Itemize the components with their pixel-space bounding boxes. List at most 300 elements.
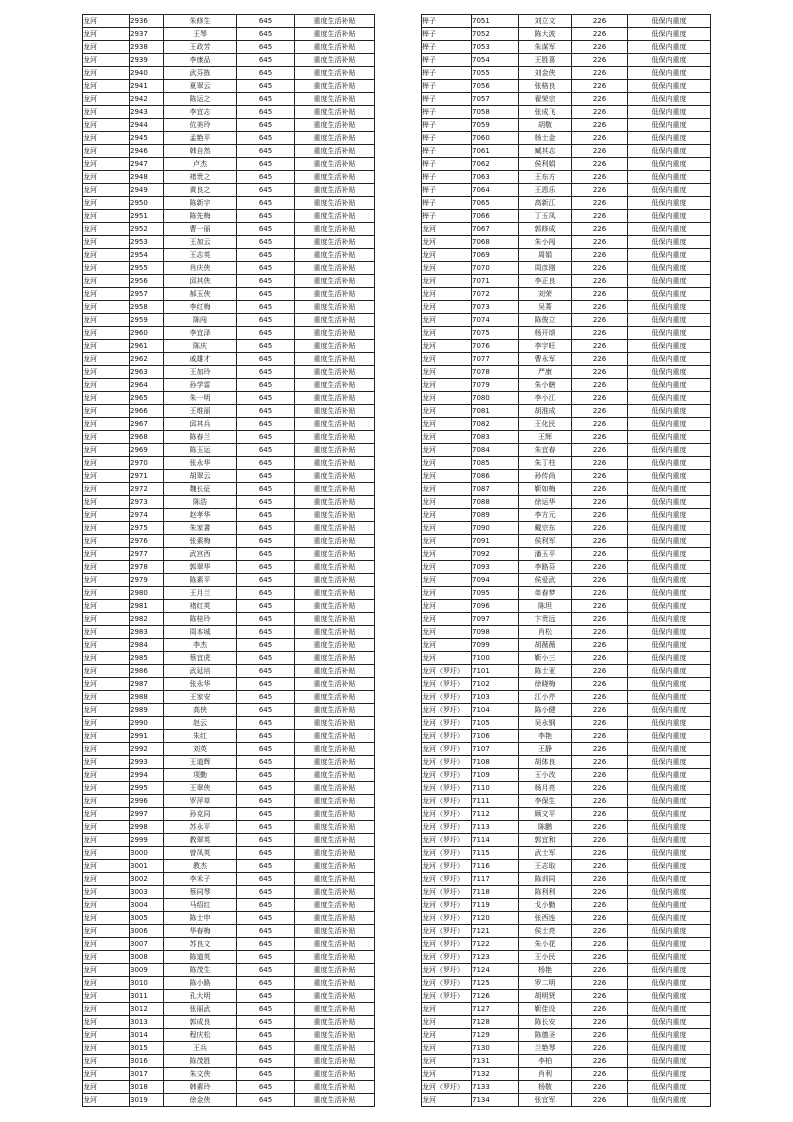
cell-region: 龙河 <box>422 418 472 431</box>
table-row <box>83 704 375 717</box>
table-row <box>83 1016 375 1029</box>
cell-amount: 645 <box>237 28 295 41</box>
cell-name: 郭修成 <box>519 223 572 236</box>
cell-id: 7080 <box>472 392 519 405</box>
table-row <box>422 912 711 925</box>
cell-name: 陈训同 <box>519 873 572 886</box>
cell-name: 徐金侠 <box>164 1094 237 1107</box>
cell-id: 7052 <box>472 28 519 41</box>
cell-region: 龙河 <box>83 938 130 951</box>
cell-id: 2973 <box>130 496 164 509</box>
cell-amount: 226 <box>572 405 628 418</box>
cell-category: 重度生活补贴 <box>295 899 375 912</box>
table-row <box>422 977 711 990</box>
cell-category: 低保内重度 <box>628 691 711 704</box>
cell-amount: 645 <box>237 743 295 756</box>
cell-region: 龙河（罗圩） <box>422 925 472 938</box>
cell-region: 龙河 <box>422 496 472 509</box>
cell-name: 王道辉 <box>164 756 237 769</box>
cell-region: 榉子 <box>422 171 472 184</box>
table-row <box>422 1081 711 1094</box>
table-row <box>83 717 375 730</box>
cell-amount: 645 <box>237 886 295 899</box>
cell-name: 张永华 <box>164 457 237 470</box>
cell-amount: 645 <box>237 509 295 522</box>
cell-amount: 226 <box>572 886 628 899</box>
table-row <box>83 886 375 899</box>
cell-name: 郭宜和 <box>519 834 572 847</box>
cell-category: 低保内重度 <box>628 483 711 496</box>
cell-name: 陈闯 <box>164 314 237 327</box>
cell-category: 低保内重度 <box>628 210 711 223</box>
cell-category: 低保内重度 <box>628 1029 711 1042</box>
cell-region: 龙河 <box>83 158 130 171</box>
table-row <box>83 977 375 990</box>
cell-name: 陈桂玲 <box>164 613 237 626</box>
table-row <box>422 756 711 769</box>
cell-region: 龙河 <box>422 548 472 561</box>
cell-category: 低保内重度 <box>628 444 711 457</box>
cell-name: 张格良 <box>519 80 572 93</box>
cell-category: 低保内重度 <box>628 67 711 80</box>
cell-category: 重度生活补贴 <box>295 1055 375 1068</box>
cell-amount: 226 <box>572 1081 628 1094</box>
cell-amount: 645 <box>237 145 295 158</box>
cell-name: 项勤 <box>164 769 237 782</box>
cell-category: 低保内重度 <box>628 470 711 483</box>
cell-name: 王胜喜 <box>519 54 572 67</box>
cell-name: 张宜军 <box>519 1094 572 1107</box>
cell-amount: 645 <box>237 639 295 652</box>
cell-category: 低保内重度 <box>628 119 711 132</box>
cell-region: 龙河 <box>83 41 130 54</box>
cell-name: 陈新宇 <box>164 197 237 210</box>
cell-name: 苏永平 <box>164 821 237 834</box>
cell-id: 2959 <box>130 314 164 327</box>
cell-category: 低保内重度 <box>628 1094 711 1107</box>
cell-name: 吴菁 <box>519 301 572 314</box>
table-row <box>422 418 711 431</box>
cell-amount: 645 <box>237 366 295 379</box>
cell-category: 低保内重度 <box>628 509 711 522</box>
cell-id: 2990 <box>130 717 164 730</box>
cell-name: 陈小健 <box>519 704 572 717</box>
cell-id: 3005 <box>130 912 164 925</box>
cell-region: 龙河 <box>83 54 130 67</box>
table-row <box>83 119 375 132</box>
cell-region: 龙河 <box>422 353 472 366</box>
table-row <box>83 756 375 769</box>
table-row <box>422 15 711 28</box>
cell-category: 低保内重度 <box>628 652 711 665</box>
cell-region: 龙河（罗圩） <box>422 678 472 691</box>
cell-amount: 645 <box>237 574 295 587</box>
cell-id: 7083 <box>472 431 519 444</box>
cell-amount: 226 <box>572 860 628 873</box>
cell-category: 低保内重度 <box>628 1016 711 1029</box>
table-row <box>83 925 375 938</box>
cell-region: 龙河 <box>83 834 130 847</box>
cell-id: 7057 <box>472 93 519 106</box>
cell-category: 重度生活补贴 <box>295 418 375 431</box>
cell-region: 龙河 <box>83 912 130 925</box>
cell-name: 李宜泽 <box>164 327 237 340</box>
cell-region: 龙河 <box>83 288 130 301</box>
cell-category: 低保内重度 <box>628 938 711 951</box>
cell-amount: 645 <box>237 730 295 743</box>
cell-name: 魏长征 <box>164 483 237 496</box>
cell-region: 龙河 <box>83 925 130 938</box>
cell-region: 龙河 <box>83 457 130 470</box>
cell-name: 武延培 <box>164 665 237 678</box>
table-row <box>422 873 711 886</box>
cell-region: 榉子 <box>422 54 472 67</box>
cell-name: 朱丁柱 <box>519 457 572 470</box>
table-row <box>83 418 375 431</box>
cell-category: 低保内重度 <box>628 353 711 366</box>
cell-id: 7088 <box>472 496 519 509</box>
cell-region: 龙河 <box>83 444 130 457</box>
cell-id: 2992 <box>130 743 164 756</box>
table-row <box>422 847 711 860</box>
table-row <box>422 288 711 301</box>
cell-category: 低保内重度 <box>628 1055 711 1068</box>
cell-category: 低保内重度 <box>628 158 711 171</box>
cell-amount: 226 <box>572 535 628 548</box>
cell-category: 重度生活补贴 <box>295 67 375 80</box>
table-row <box>422 639 711 652</box>
cell-region: 龙河 <box>422 613 472 626</box>
table-row <box>422 171 711 184</box>
cell-amount: 645 <box>237 613 295 626</box>
cell-region: 龙河 <box>83 639 130 652</box>
cell-category: 重度生活补贴 <box>295 119 375 132</box>
cell-id: 7053 <box>472 41 519 54</box>
cell-category: 重度生活补贴 <box>295 405 375 418</box>
table-row <box>422 886 711 899</box>
right-table-body <box>422 15 711 1107</box>
cell-id: 2962 <box>130 353 164 366</box>
cell-category: 重度生活补贴 <box>295 548 375 561</box>
cell-id: 7120 <box>472 912 519 925</box>
cell-region: 榉子 <box>422 119 472 132</box>
cell-id: 7126 <box>472 990 519 1003</box>
cell-category: 低保内重度 <box>628 392 711 405</box>
cell-id: 7095 <box>472 587 519 600</box>
cell-amount: 226 <box>572 522 628 535</box>
table-row <box>83 15 375 28</box>
cell-region: 龙河 <box>83 1016 130 1029</box>
cell-category: 低保内重度 <box>628 821 711 834</box>
cell-id: 2937 <box>130 28 164 41</box>
cell-name: 孔大明 <box>164 990 237 1003</box>
table-row <box>422 80 711 93</box>
table-row <box>83 912 375 925</box>
cell-category: 低保内重度 <box>628 405 711 418</box>
cell-id: 2951 <box>130 210 164 223</box>
cell-category: 低保内重度 <box>628 431 711 444</box>
cell-category: 低保内重度 <box>628 457 711 470</box>
cell-category: 低保内重度 <box>628 613 711 626</box>
cell-region: 龙河（罗圩） <box>422 769 472 782</box>
cell-id: 2987 <box>130 678 164 691</box>
cell-region: 龙河（罗圩） <box>422 912 472 925</box>
table-row <box>422 28 711 41</box>
cell-region: 龙河 <box>83 704 130 717</box>
cell-amount: 645 <box>237 847 295 860</box>
cell-id: 2948 <box>130 171 164 184</box>
cell-region: 龙河 <box>422 535 472 548</box>
table-row <box>83 626 375 639</box>
cell-category: 重度生活补贴 <box>295 704 375 717</box>
cell-category: 低保内重度 <box>628 639 711 652</box>
cell-id: 7121 <box>472 925 519 938</box>
table-row <box>83 67 375 80</box>
cell-category: 重度生活补贴 <box>295 860 375 873</box>
table-row <box>422 327 711 340</box>
cell-id: 7112 <box>472 808 519 821</box>
cell-amount: 226 <box>572 483 628 496</box>
cell-category: 低保内重度 <box>628 301 711 314</box>
cell-amount: 645 <box>237 67 295 80</box>
table-row <box>83 54 375 67</box>
cell-id: 2988 <box>130 691 164 704</box>
cell-category: 重度生活补贴 <box>295 925 375 938</box>
cell-region: 龙河 <box>422 470 472 483</box>
cell-amount: 645 <box>237 535 295 548</box>
table-row <box>422 145 711 158</box>
cell-category: 低保内重度 <box>628 925 711 938</box>
table-row <box>83 223 375 236</box>
table-row <box>83 80 375 93</box>
cell-region: 榉子 <box>422 41 472 54</box>
cell-region: 龙河 <box>83 860 130 873</box>
cell-id: 7078 <box>472 366 519 379</box>
cell-name: 王东方 <box>519 171 572 184</box>
table-row <box>83 782 375 795</box>
cell-category: 重度生活补贴 <box>295 535 375 548</box>
cell-name: 孟艳平 <box>164 132 237 145</box>
cell-category: 重度生活补贴 <box>295 834 375 847</box>
table-row <box>83 392 375 405</box>
cell-region: 龙河 <box>83 119 130 132</box>
table-row <box>83 249 375 262</box>
cell-region: 龙河 <box>83 80 130 93</box>
table-row <box>83 1081 375 1094</box>
table-row <box>422 41 711 54</box>
cell-amount: 226 <box>572 730 628 743</box>
cell-name: 杨士金 <box>519 132 572 145</box>
cell-category: 低保内重度 <box>628 951 711 964</box>
cell-category: 低保内重度 <box>628 730 711 743</box>
cell-category: 重度生活补贴 <box>295 1029 375 1042</box>
cell-region: 龙河 <box>83 691 130 704</box>
cell-id: 2961 <box>130 340 164 353</box>
cell-id: 2985 <box>130 652 164 665</box>
cell-amount: 645 <box>237 41 295 54</box>
cell-id: 2963 <box>130 366 164 379</box>
cell-category: 低保内重度 <box>628 223 711 236</box>
cell-id: 7130 <box>472 1042 519 1055</box>
cell-category: 低保内重度 <box>628 379 711 392</box>
cell-id: 2978 <box>130 561 164 574</box>
cell-amount: 645 <box>237 132 295 145</box>
cell-id: 7063 <box>472 171 519 184</box>
cell-name: 朱小瞎 <box>519 379 572 392</box>
cell-name: 李艳 <box>519 730 572 743</box>
cell-amount: 226 <box>572 158 628 171</box>
cell-id: 7124 <box>472 964 519 977</box>
cell-region: 龙河 <box>83 561 130 574</box>
cell-category: 重度生活补贴 <box>295 1042 375 1055</box>
cell-name: 夏翠云 <box>164 80 237 93</box>
cell-name: 陈鹏 <box>519 821 572 834</box>
cell-region: 龙河（罗圩） <box>422 860 472 873</box>
cell-id: 2966 <box>130 405 164 418</box>
cell-category: 重度生活补贴 <box>295 691 375 704</box>
table-row <box>83 457 375 470</box>
table-row <box>83 41 375 54</box>
cell-name: 徐晓梅 <box>519 678 572 691</box>
cell-category: 重度生活补贴 <box>295 1094 375 1107</box>
cell-id: 7099 <box>472 639 519 652</box>
cell-amount: 645 <box>237 860 295 873</box>
cell-id: 2994 <box>130 769 164 782</box>
cell-id: 3009 <box>130 964 164 977</box>
cell-amount: 645 <box>237 314 295 327</box>
table-row <box>422 1094 711 1107</box>
cell-amount: 226 <box>572 769 628 782</box>
cell-amount: 226 <box>572 1029 628 1042</box>
cell-amount: 645 <box>237 1029 295 1042</box>
cell-category: 重度生活补贴 <box>295 431 375 444</box>
cell-region: 龙河 <box>422 1068 472 1081</box>
cell-name: 陈庆 <box>164 340 237 353</box>
cell-id: 7051 <box>472 15 519 28</box>
cell-id: 2979 <box>130 574 164 587</box>
cell-amount: 226 <box>572 15 628 28</box>
cell-amount: 226 <box>572 613 628 626</box>
cell-name: 蔡同琴 <box>164 886 237 899</box>
table-row <box>83 405 375 418</box>
cell-name: 孙克同 <box>164 808 237 821</box>
cell-id: 2965 <box>130 392 164 405</box>
cell-id: 7075 <box>472 327 519 340</box>
cell-region: 龙河（罗圩） <box>422 821 472 834</box>
cell-region: 龙河（罗圩） <box>422 938 472 951</box>
cell-amount: 226 <box>572 80 628 93</box>
cell-amount: 226 <box>572 548 628 561</box>
cell-name: 程庆松 <box>164 1029 237 1042</box>
cell-amount: 645 <box>237 548 295 561</box>
cell-category: 重度生活补贴 <box>295 873 375 886</box>
cell-amount: 645 <box>237 951 295 964</box>
cell-amount: 226 <box>572 418 628 431</box>
cell-id: 7089 <box>472 509 519 522</box>
table-row <box>422 301 711 314</box>
cell-id: 7069 <box>472 249 519 262</box>
cell-id: 3003 <box>130 886 164 899</box>
cell-id: 7105 <box>472 717 519 730</box>
cell-name: 曹一丽 <box>164 223 237 236</box>
cell-id: 2996 <box>130 795 164 808</box>
cell-category: 低保内重度 <box>628 184 711 197</box>
cell-amount: 226 <box>572 197 628 210</box>
cell-amount: 645 <box>237 1081 295 1094</box>
cell-region: 龙河 <box>83 249 130 262</box>
cell-category: 重度生活补贴 <box>295 483 375 496</box>
cell-category: 重度生活补贴 <box>295 678 375 691</box>
cell-category: 低保内重度 <box>628 873 711 886</box>
cell-id: 7107 <box>472 743 519 756</box>
table-row <box>422 704 711 717</box>
cell-amount: 226 <box>572 54 628 67</box>
table-row <box>422 431 711 444</box>
cell-category: 重度生活补贴 <box>295 1003 375 1016</box>
cell-id: 2955 <box>130 262 164 275</box>
cell-id: 7106 <box>472 730 519 743</box>
cell-id: 7101 <box>472 665 519 678</box>
table-row <box>422 119 711 132</box>
cell-category: 低保内重度 <box>628 171 711 184</box>
cell-amount: 645 <box>237 418 295 431</box>
cell-region: 龙河 <box>422 340 472 353</box>
cell-name: 张成飞 <box>519 106 572 119</box>
table-row <box>83 964 375 977</box>
cell-name: 侯士亮 <box>519 925 572 938</box>
cell-region: 龙河 <box>83 821 130 834</box>
cell-name: 朱修生 <box>164 15 237 28</box>
cell-name: 王兵 <box>164 1042 237 1055</box>
cell-amount: 226 <box>572 236 628 249</box>
table-row <box>83 1029 375 1042</box>
cell-region: 榉子 <box>422 67 472 80</box>
cell-name: 杨敬 <box>519 1081 572 1094</box>
cell-category: 低保内重度 <box>628 262 711 275</box>
cell-id: 2972 <box>130 483 164 496</box>
table-row <box>422 691 711 704</box>
cell-name: 罗萍草 <box>164 795 237 808</box>
cell-name: 王月兰 <box>164 587 237 600</box>
table-row <box>83 483 375 496</box>
cell-amount: 226 <box>572 431 628 444</box>
cell-amount: 645 <box>237 808 295 821</box>
cell-id: 2954 <box>130 249 164 262</box>
cell-id: 7077 <box>472 353 519 366</box>
cell-amount: 645 <box>237 340 295 353</box>
cell-category: 重度生活补贴 <box>295 28 375 41</box>
table-row <box>422 769 711 782</box>
cell-name: 郭翠华 <box>164 561 237 574</box>
cell-category: 低保内重度 <box>628 80 711 93</box>
cell-name: 张丽武 <box>164 1003 237 1016</box>
cell-amount: 226 <box>572 132 628 145</box>
cell-region: 龙河 <box>83 314 130 327</box>
table-row <box>83 860 375 873</box>
cell-amount: 226 <box>572 938 628 951</box>
cell-amount: 645 <box>237 54 295 67</box>
cell-amount: 645 <box>237 938 295 951</box>
cell-category: 低保内重度 <box>628 860 711 873</box>
cell-amount: 226 <box>572 93 628 106</box>
cell-amount: 645 <box>237 1055 295 1068</box>
cell-category: 低保内重度 <box>628 886 711 899</box>
cell-name: 赵云 <box>164 717 237 730</box>
table-row <box>422 964 711 977</box>
table-row <box>83 93 375 106</box>
cell-region: 龙河 <box>83 15 130 28</box>
cell-name: 王化民 <box>519 418 572 431</box>
